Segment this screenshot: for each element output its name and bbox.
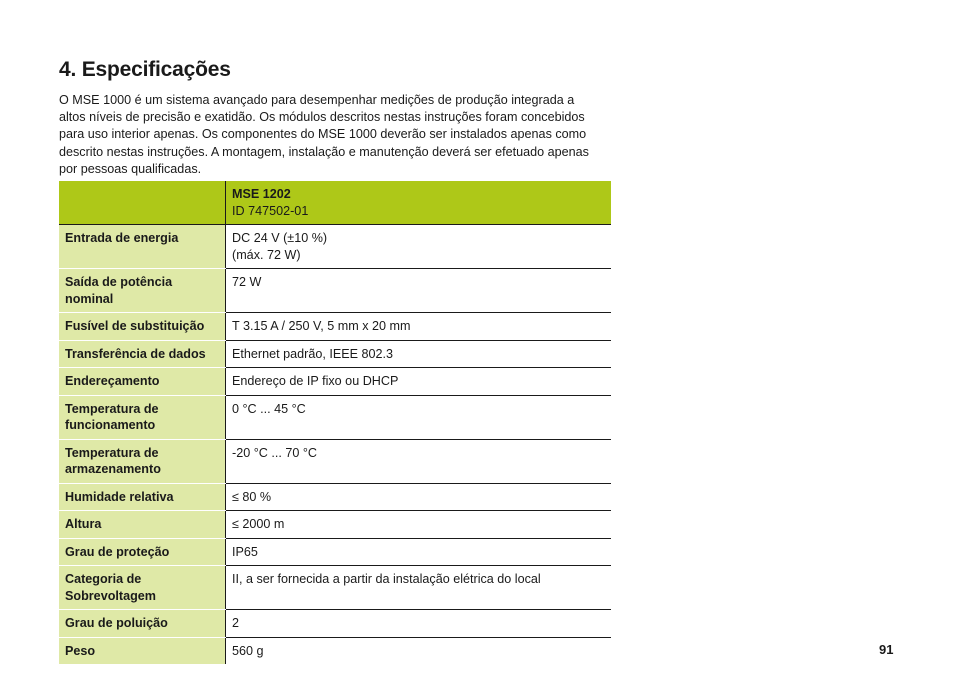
- row-value: 560 g: [226, 637, 612, 665]
- table-row: [59, 225, 611, 269]
- table-row: [59, 395, 611, 439]
- row-value: IP65: [226, 538, 612, 566]
- table-row: [59, 483, 611, 511]
- table-row: [59, 439, 611, 483]
- row-label: Endereçamento: [59, 368, 226, 396]
- table-row: [59, 610, 611, 638]
- table-row: [59, 538, 611, 566]
- row-label: Temperatura de armazenamento: [59, 439, 226, 483]
- table-row: [59, 368, 611, 396]
- row-value: Endereço de IP fixo ou DHCP: [226, 368, 612, 396]
- table-row: [59, 511, 611, 539]
- table-row: [59, 566, 611, 610]
- model-id: ID 747502-01: [232, 203, 309, 218]
- row-label: Grau de proteção: [59, 538, 226, 566]
- header-blank-cell: [59, 181, 226, 225]
- row-label: Transferência de dados: [59, 340, 226, 368]
- specifications-table: [59, 181, 611, 665]
- row-value: [226, 225, 612, 269]
- page-title: 4. Especificações: [59, 58, 231, 81]
- table-row: [59, 340, 611, 368]
- row-value: ≤ 80 %: [226, 483, 612, 511]
- row-value: ≤ 2000 m: [226, 511, 612, 539]
- row-value: T 3.15 A / 250 V, 5 mm x 20 mm: [226, 313, 612, 341]
- row-label: Altura: [59, 511, 226, 539]
- header-model-cell: [226, 181, 612, 225]
- page-number: 91: [879, 642, 894, 657]
- table-row: [59, 637, 611, 665]
- table-row: [59, 269, 611, 313]
- table-header-row: [59, 181, 611, 225]
- row-value: 72 W: [226, 269, 612, 313]
- row-value-line: (máx. 72 W): [232, 247, 301, 262]
- row-value: 2: [226, 610, 612, 638]
- row-value: Ethernet padrão, IEEE 802.3: [226, 340, 612, 368]
- model-name: MSE 1202: [232, 187, 291, 201]
- row-label: Peso: [59, 637, 226, 665]
- intro-text: O MSE 1000 é um sistema avançado para desempenhar medições de produção integrada a altos níveis de precisão e exatidão. Os módulos descritos nestas instruções foram concebidos para uso interior apenas. Os componentes do MSE 1000 deverão ser instalados apenas como descrito nestas instruções. A montagem, instalação e manutenção deverá ser efetuado apenas por pessoas qualificadas.: [59, 93, 589, 176]
- row-label: Fusível de substituição: [59, 313, 226, 341]
- row-label: Grau de poluição: [59, 610, 226, 638]
- row-label: Entrada de energia: [59, 225, 226, 269]
- row-label: Saída de potência nominal: [59, 269, 226, 313]
- row-label: Temperatura de funcionamento: [59, 395, 226, 439]
- row-value-line: DC 24 V (±10 %): [232, 231, 328, 245]
- row-label: Categoria de Sobrevoltagem: [59, 566, 226, 610]
- row-value: 0 °C ... 45 °C: [226, 395, 612, 439]
- row-value: II, a ser fornecida a partir da instalação elétrica do local: [226, 566, 612, 610]
- table-row: [59, 313, 611, 341]
- intro-paragraph: [59, 92, 589, 178]
- row-label: Humidade relativa: [59, 483, 226, 511]
- row-value: -20 °C ... 70 °C: [226, 439, 612, 483]
